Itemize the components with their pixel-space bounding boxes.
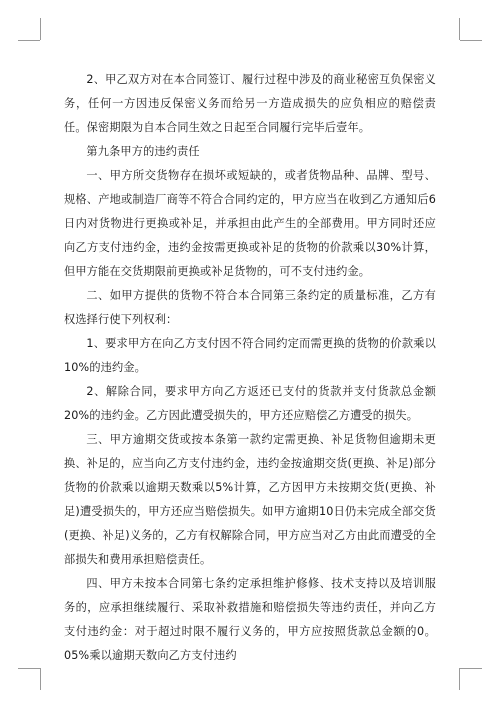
crop-mark-top-left-horizontal — [18, 40, 40, 41]
paragraph-clause-1: 一、甲方所交货物存在损坏或短缺的，或者货物品种、品牌、型号、规格、产地或制造厂商等不符合合同约定的，甲方应当在收到乙方通知后6日内对货物进行更换或补足，并承担由此产生的全部费用。甲方同时还应向乙方支付违约金，违约金按需更换或补足的货物的价款乘以30%计算，但甲方能在交货期限前更换或补足货物的，可不支付违约金。 — [64, 169, 436, 278]
paragraph-clause-2: 二、如甲方提供的货物不符合本合同第三条约定的质量标准，乙方有权选择行使下列权利： — [64, 289, 436, 326]
crop-mark-bottom-right-horizontal — [460, 668, 482, 669]
paragraph-clause-2-item-1: 1、要求甲方在向乙方支付因不符合同约定而需更换的货物的价款乘以10%的违约金。 — [64, 337, 436, 374]
paragraph-clause-4: 四、甲方未按本合同第七条约定承担维护修修、技术支持以及培训服务的，应承担继续履行、采取补救措施和赔偿损失等违约责任，并向乙方支付违约金：对于超过时限不履行义务的，甲方应按照货款总金额的0。05%乘以逾期天数向乙方支付违约 — [64, 577, 436, 662]
paragraph-clause-2-item-2: 2、解除合同，要求甲方向乙方返还已支付的货款并支付货款总金额20%的违约金。乙方因此遭受损失的，甲方还应赔偿乙方遭受的损失。 — [64, 385, 436, 422]
crop-mark-top-right-vertical — [459, 18, 460, 40]
crop-mark-bottom-left-horizontal — [18, 668, 40, 669]
paragraph-confidentiality: 2、甲乙双方对在本合同签订、履行过程中涉及的商业秘密互负保密义务，任何一方因违反保密义务而给另一方造成损失的应负相应的赔偿责任。保密期限为自本合同生效之日起至合同履行完毕后壹年。 — [64, 73, 436, 134]
document-body — [64, 68, 436, 668]
crop-mark-bottom-right-vertical — [459, 668, 460, 690]
crop-mark-top-left-vertical — [40, 18, 41, 40]
crop-mark-bottom-left-vertical — [40, 668, 41, 690]
crop-mark-top-right-horizontal — [460, 40, 482, 41]
paragraph-clause-3: 三、甲方逾期交货或按本条第一款约定需更换、补足货物但逾期未更换、补足的，应当向乙方支付违约金，违约金按逾期交货(更换、补足)部分货物的价款乘以逾期天数乘以5%计算，乙方因甲方未按期交货(更换、补足)遭受损失的，甲方还应当赔偿损失。如甲方逾期10日仍未完成全部交货(更换、补足)义务的，乙方有权解除合同，甲方应当对乙方由此而遭受的全部损失和费用承担赔偿责任。 — [64, 433, 436, 566]
section-heading-article-9: 第九条甲方的违约责任 — [86, 145, 200, 158]
